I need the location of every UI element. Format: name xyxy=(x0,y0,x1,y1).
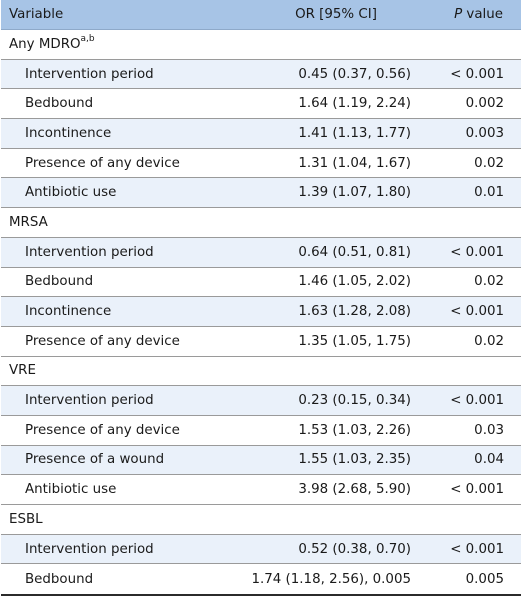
group-label xyxy=(1,512,201,527)
row-variable: Presence of a wound xyxy=(25,452,165,468)
row-or-ci: 3.98 (2.68, 5.90) xyxy=(298,482,411,498)
table-row xyxy=(1,327,521,357)
table-body xyxy=(1,30,521,594)
row-or-ci: 1.46 (1.05, 2.02) xyxy=(298,274,411,290)
table-row xyxy=(1,297,521,327)
group-label xyxy=(1,363,201,378)
row-or-ci: 1.74 (1.18, 2.56), 0.005 xyxy=(251,571,411,587)
row-or-ci: 1.31 (1.04, 1.67) xyxy=(298,155,411,171)
row-variable: Incontinence xyxy=(25,304,112,320)
group-label-text: MRSA xyxy=(9,214,48,230)
table-row xyxy=(1,535,521,565)
table-row xyxy=(1,446,521,476)
group-row xyxy=(1,505,521,535)
row-variable: Incontinence xyxy=(25,125,112,141)
row-variable: Intervention period xyxy=(25,541,154,557)
row-p-value: < 0.001 xyxy=(450,393,504,409)
header-p-value xyxy=(411,7,521,22)
row-p-value: 0.02 xyxy=(474,155,504,171)
row-variable: Intervention period xyxy=(25,66,154,82)
row-p-value: 0.02 xyxy=(474,333,504,349)
row-variable: Bedbound xyxy=(25,96,94,112)
row-variable: Presence of any device xyxy=(25,422,180,438)
row-or-ci: 0.45 (0.37, 0.56) xyxy=(298,66,411,82)
row-p-value: 0.01 xyxy=(474,185,504,201)
row-or-ci: 1.64 (1.19, 2.24) xyxy=(298,96,411,112)
group-label-text: ESBL xyxy=(9,511,43,527)
row-p-value: < 0.001 xyxy=(450,66,504,82)
row-p-value: 0.02 xyxy=(474,274,504,290)
table-row xyxy=(1,416,521,446)
row-or-ci: 1.35 (1.05, 1.75) xyxy=(298,333,411,349)
odds-ratio-table xyxy=(1,0,521,596)
group-row xyxy=(1,30,521,60)
row-variable: Presence of any device xyxy=(25,155,180,171)
table-row xyxy=(1,178,521,208)
row-p-value: 0.03 xyxy=(474,422,504,438)
group-row xyxy=(1,357,521,387)
row-p-value: 0.005 xyxy=(465,571,504,587)
row-variable: Intervention period xyxy=(25,393,154,409)
header-or-ci: OR [95% CI] xyxy=(295,7,377,22)
table-row xyxy=(1,564,521,594)
header-variable: Variable xyxy=(9,7,64,22)
group-label-text: Any MDRO xyxy=(9,36,81,52)
row-or-ci: 0.23 (0.15, 0.34) xyxy=(298,393,411,409)
row-or-ci: 1.39 (1.07, 1.80) xyxy=(298,185,411,201)
table-header-row xyxy=(1,0,521,30)
table-row xyxy=(1,475,521,505)
table-row xyxy=(1,386,521,416)
row-or-ci: 1.63 (1.28, 2.08) xyxy=(298,304,411,320)
group-row xyxy=(1,208,521,238)
table-row xyxy=(1,89,521,119)
row-or-ci: 0.64 (0.51, 0.81) xyxy=(298,244,411,260)
row-p-value: < 0.001 xyxy=(450,304,504,320)
row-variable: Bedbound xyxy=(25,571,94,587)
row-p-value: 0.003 xyxy=(465,125,504,141)
row-variable: Intervention period xyxy=(25,244,154,260)
header-p-rest: value xyxy=(462,7,503,22)
row-p-value: < 0.001 xyxy=(450,244,504,260)
row-p-value: 0.04 xyxy=(474,452,504,468)
group-label xyxy=(1,215,201,230)
group-label-text: VRE xyxy=(9,363,36,379)
header-p-italic: P xyxy=(454,7,463,22)
table-row xyxy=(1,268,521,298)
row-variable: Presence of any device xyxy=(25,333,180,349)
table-row xyxy=(1,60,521,90)
row-or-ci: 1.53 (1.03, 2.26) xyxy=(298,422,411,438)
row-variable: Antibiotic use xyxy=(25,482,117,498)
row-variable: Antibiotic use xyxy=(25,185,117,201)
row-p-value: < 0.001 xyxy=(450,482,504,498)
row-or-ci: 1.41 (1.13, 1.77) xyxy=(298,125,411,141)
row-variable: Bedbound xyxy=(25,274,94,290)
group-label xyxy=(1,34,201,52)
table-row xyxy=(1,119,521,149)
table-row xyxy=(1,238,521,268)
group-label-superscript: a,b xyxy=(80,34,95,45)
row-or-ci: 0.52 (0.38, 0.70) xyxy=(298,541,411,557)
row-or-ci: 1.55 (1.03, 2.35) xyxy=(298,452,411,468)
row-p-value: 0.002 xyxy=(465,96,504,112)
table-row xyxy=(1,149,521,179)
row-p-value: < 0.001 xyxy=(450,541,504,557)
